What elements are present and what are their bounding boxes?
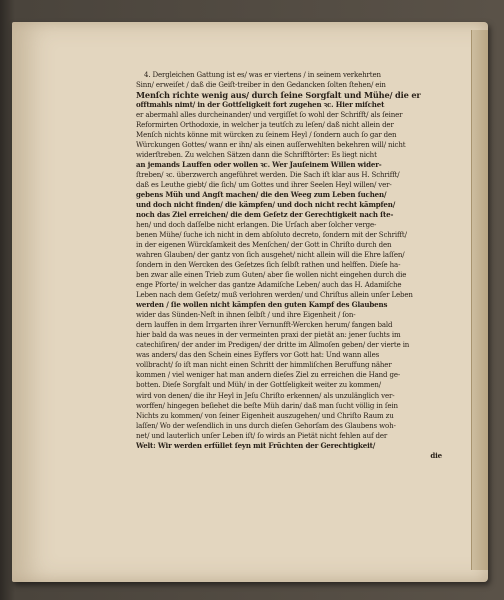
text-line: Sinn/ erweiſet / daß die Geiſt-treiber in den Gedancken ſolten ſtehen/ ein: [136, 80, 386, 90]
text-line: ſondern in den Wercken des Geſetzes ſich ſelbſt rathen und helffen. Dieſe ha-: [136, 260, 401, 270]
text-line: hen/ und doch daſſelbe nicht erlangen. Die Urſach aber ſolcher verge-: [136, 220, 377, 230]
text-line: catechiſiren/ der ander im Predigen/ der dritte im Allmoſen geben/ der vierte in: [136, 340, 410, 350]
text-line: gebens Müh und Angſt machen/ die den Weeg zum Leben ſuchen/: [136, 190, 387, 200]
text-line: Welt: Wir werden erfüllet ſeyn mit Früchten der Gerechtigkeit/: [136, 440, 376, 450]
text-line: Menſch nichts könne mit würcken zu ſeinem Heyl / ſondern auch ſo gar den: [136, 130, 397, 140]
text-line: dern lauffen in dem Irrgarten ihrer Vernunfft-Wercken herum/ fangen bald: [136, 320, 393, 330]
text-line: ſtreben/ ꝛc. überzwerch angeführet werden. Die Sach iſt klar aus H. Schrifft/: [136, 170, 400, 180]
text-line: hier bald da was neues in der vermeinten praxi der pietät an: jener ſuchts im: [136, 330, 401, 340]
text-line: wahren Glauben/ der gantz von ſich ausgehet/ nicht allein will die Ehre laſſen/: [136, 250, 405, 260]
text-line: widerſtreben. Zu welchen Sätzen dann die Schrifftörter: Es liegt nicht: [136, 150, 377, 160]
text-line: Nichts zu kommen/ von ſeiner Eigenheit auszugehen/ und Chriſto Raum zu: [136, 410, 394, 420]
text-line: offtmahls nimt/ in der Gottſeligkeit fort zugehen ꝛc. Hier miſchet: [136, 100, 385, 110]
text-line: und doch nicht finden/ die kämpfen/ und doch nicht recht kämpfen/: [136, 200, 396, 210]
text-line: 4. Dergleichen Gattung ist es/ was er viertens / in seinem verkehrten: [144, 70, 381, 79]
text-line: ben zwar alle einen Trieb zum Guten/ aber ſie wollen nicht eingehen durch die: [136, 270, 407, 280]
text-line: an jemands Lauffen oder wollen ꝛc. Wer Jauſeinem Willen wider-: [136, 160, 382, 170]
text-line: wird von denen/ die ihr Heyl in Jeſu Chriſto erkennen/ als unzulänglich ver-: [136, 390, 395, 400]
text-line: er abermahl alles durcheinander/ und vergiſſet ſo wohl der Schrifft/ als ſeiner: [136, 110, 403, 120]
catchword: die: [430, 450, 442, 460]
text-line: werden / ſie wollen nicht kämpfen den guten Kampf des Glaubens: [136, 300, 388, 310]
text-line: kommen / viel weniger hat man andern dieſes Ziel zu erreichen die Hand ge-: [136, 370, 401, 380]
text-line: botten. Dieſe Sorgfalt und Müh/ in der Gottſeligkeit weiter zu kommen/: [136, 380, 381, 390]
text-line: worffen/ hingegen beſiehet die beſte Müh darin/ daß man ſucht völlig in ſein: [136, 400, 398, 410]
text-line: vollbracht/ ſo iſt man nicht einen Schritt der himmliſchen Beruffung näher: [136, 360, 392, 370]
text-line: net/ und lauterlich unſer Leben iſt/ ſo wirds an Pietät nicht fehlen auf der: [136, 430, 388, 440]
text-line: Menſch richte wenig aus/ durch ſeine Sorgfalt und Mühe/ die er: [136, 90, 421, 101]
text-line: enge Pforte/ in welcher das gantze Adamiſche Leben/ auch das H. Adamiſche: [136, 280, 402, 290]
text-line: Würckungen Gottes/ wann er ihn/ als einen auſſerwehlten bekehren will/ nicht: [136, 140, 406, 150]
text-line: was anders/ das den Schein eines Eyffers vor Gott hat: Und wann alles: [136, 350, 380, 360]
body-text: [136, 70, 442, 500]
text-line: noch das Ziel erreichen/ die dem Geſetz der Gerechtigkeit nach ſte-: [136, 210, 394, 220]
text-line: Leben nach dem Geſetz/ muß verlohren werden/ und Chriſtus allein unſer Leben: [136, 290, 413, 300]
text-line: daß es Leuthe giebt/ die ſich/ um Gottes und ihrer Seelen Heyl willen/ ver-: [136, 180, 392, 190]
text-line: wider das Sünden-Neſt in ihnen ſelbſt / und ihre Eigenheit / ſon-: [136, 310, 356, 320]
text-line: laſſen/ Wo der weſendlich in uns durch dieſen Gehorſam des Glaubens woh-: [136, 420, 396, 430]
page-fore-edge: [471, 30, 488, 570]
text-line: benen Mühe/ ſuche ich nicht in dem abſoluto decreto, ſondern mit der Schrifft/: [136, 230, 407, 240]
text-line: Reformirten Orthodoxie, in welcher ja teutſch zu leſen/ daß nicht allein der: [136, 120, 394, 130]
text-line: in der eigenen Würckſamkeit des Menſchen/ der Gott in Chriſto durch den: [136, 240, 392, 250]
